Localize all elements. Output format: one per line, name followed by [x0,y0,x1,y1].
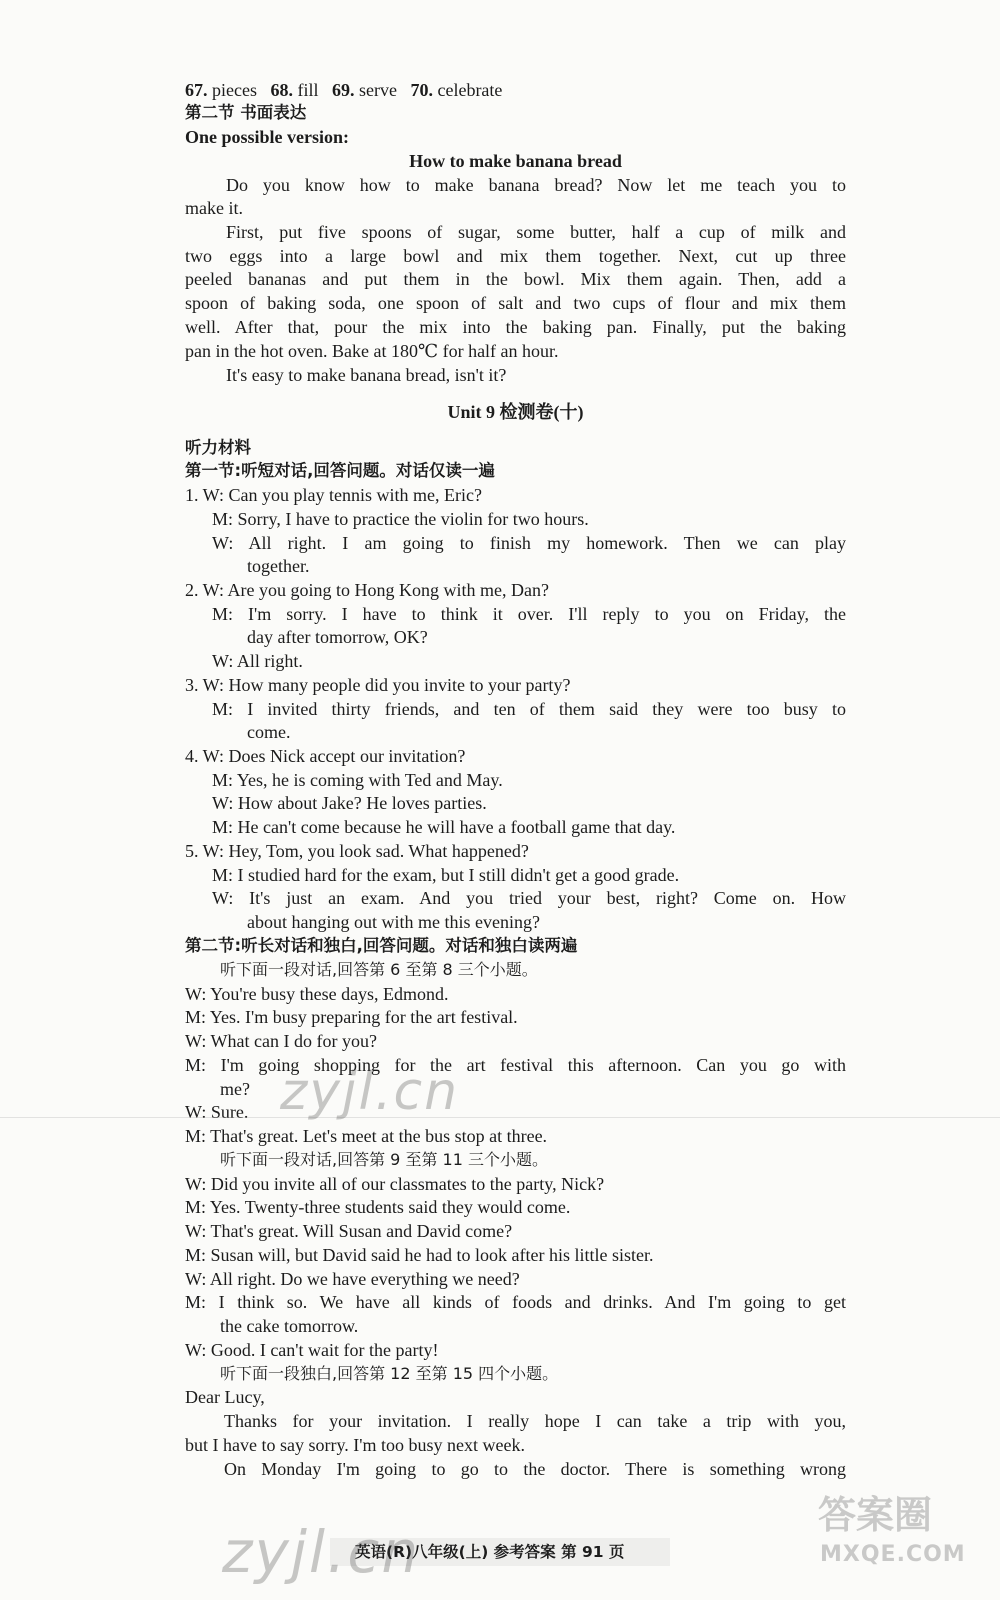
dialogue-line: come. [247,722,291,742]
dialogue-line: the cake tomorrow. [220,1316,359,1336]
dialogue-line: W: How about Jake? He loves parties. [212,793,487,813]
answers-67-70: 67. pieces 68. fill 69. serve 70. celebrate [185,80,503,100]
dialogue-line: M: That's great. Let's meet at the bus stop at three. [185,1126,548,1146]
dialogue-line: 3. W: How many people did you invite to your party? [185,675,571,695]
dialogue-line: W: That's great. Will Susan and David come? [185,1221,513,1241]
dialogue-line: W: All right. I am going to finish my homework. Then we can play [212,533,846,553]
version-label: One possible version: [185,127,350,147]
essay-line: well. After that, pour the mix into the baking pan. Finally, put the baking [185,317,846,337]
letter-line: Thanks for your invitation. I really hope I can take a trip with you, [224,1411,846,1431]
dialogue-line: W: Good. I can't wait for the party! [185,1340,439,1360]
dialogue-line: M: Yes, he is coming with Ted and May. [212,770,503,790]
essay-line: spoon of baking soda, one spoon of salt and two cups of flour and mix them [185,293,846,313]
dialogue-line: M: I think so. We have all kinds of foods and drinks. And I'm going to get [185,1292,846,1312]
dialogue-line: M: Susan will, but David said he had to look after his little sister. [185,1245,654,1265]
dialogue-line: 2. W: Are you going to Hong Kong with me, Dan? [185,580,549,600]
dialogue-line: M: Yes. Twenty-three students said they would come. [185,1197,571,1217]
part1-title: 第一节:听短对话,回答问题。对话仅读一遍 [185,461,495,480]
listening-label: 听力材料 [185,438,251,457]
essay-line: pan in the hot oven. Bake at 180℃ for half an hour. [185,341,559,361]
dialogue-line: M: I studied hard for the exam, but I still didn't get a good grade. [212,865,680,885]
essay-line: It's easy to make banana bread, isn't it? [226,365,507,385]
section-writing-title: 第二节 书面表达 [185,103,307,122]
watermark-bottom: zyjl.cn [222,1518,421,1586]
dialogue-line: M: Yes. I'm busy preparing for the art festival. [185,1007,518,1027]
scan-line [0,1117,1000,1118]
dialogue-line: W: Sure. [185,1102,249,1122]
instruction-line: 听下面一段对话,回答第 6 至第 8 三个小题。 [220,960,538,979]
instruction-line: 听下面一段对话,回答第 9 至第 11 三个小题。 [220,1150,548,1169]
dialogue-line: M: I'm sorry. I have to think it over. I'll reply to you on Friday, the [212,604,846,624]
dialogue-line: W: It's just an exam. And you tried your best, right? Come on. How [212,888,846,908]
dialogue-line: 1. W: Can you play tennis with me, Eric? [185,485,482,505]
part2-title: 第二节:听长对话和独白,回答问题。对话和独白读两遍 [185,936,578,955]
watermark-corner-url: MXQE.COM [820,1542,966,1567]
essay-line: two eggs into a large bowl and mix them together. Next, cut up three [185,246,846,266]
watermark-corner-logo: 答案圈 [818,1493,933,1537]
dialogue-line: me? [220,1079,250,1099]
essay-line: First, put five spoons of sugar, some butter, half a cup of milk and [226,222,846,242]
dialogue-line: M: He can't come because he will have a football game that day. [212,817,676,837]
dialogue-line: M: I invited thirty friends, and ten of them said they were too busy to [212,699,846,719]
letter-line: but I have to say sorry. I'm too busy next week. [185,1435,526,1455]
dialogue-line: together. [247,556,310,576]
dialogue-line: M: I'm going shopping for the art festival this afternoon. Can you go with [185,1055,846,1075]
letter-line: On Monday I'm going to go to the doctor. There is something wrong [224,1459,846,1479]
unit-title: Unit 9 检测卷(十) [447,402,584,422]
page-footer: 英语(R)八年级(上) 参考答案 第 91 页 [355,1543,625,1561]
letter-greeting: Dear Lucy, [185,1387,265,1407]
essay-line: make it. [185,198,243,218]
essay-line: peeled bananas and put them in the bowl. Mix them again. Then, add a [185,269,846,289]
dialogue-line: 4. W: Does Nick accept our invitation? [185,746,466,766]
dialogue-line: 5. W: Hey, Tom, you look sad. What happened? [185,841,529,861]
dialogue-line: day after tomorrow, OK? [247,627,428,647]
essay-line: Do you know how to make banana bread? Now let me teach you to [226,175,846,195]
dialogue-line: W: You're busy these days, Edmond. [185,984,449,1004]
dialogue-line: M: Sorry, I have to practice the violin for two hours. [212,509,589,529]
essay-title: How to make banana bread [409,151,622,171]
dialogue-line: W: What can I do for you? [185,1031,377,1051]
dialogue-line: about hanging out with me this evening? [247,912,540,932]
dialogue-line: W: All right. [212,651,303,671]
dialogue-line: W: Did you invite all of our classmates to the party, Nick? [185,1174,605,1194]
dialogue-line: W: All right. Do we have everything we need? [185,1269,520,1289]
instruction-line: 听下面一段独白,回答第 12 至第 15 四个小题。 [220,1364,559,1383]
watermark-mid: zyjl.cn [280,1062,460,1122]
